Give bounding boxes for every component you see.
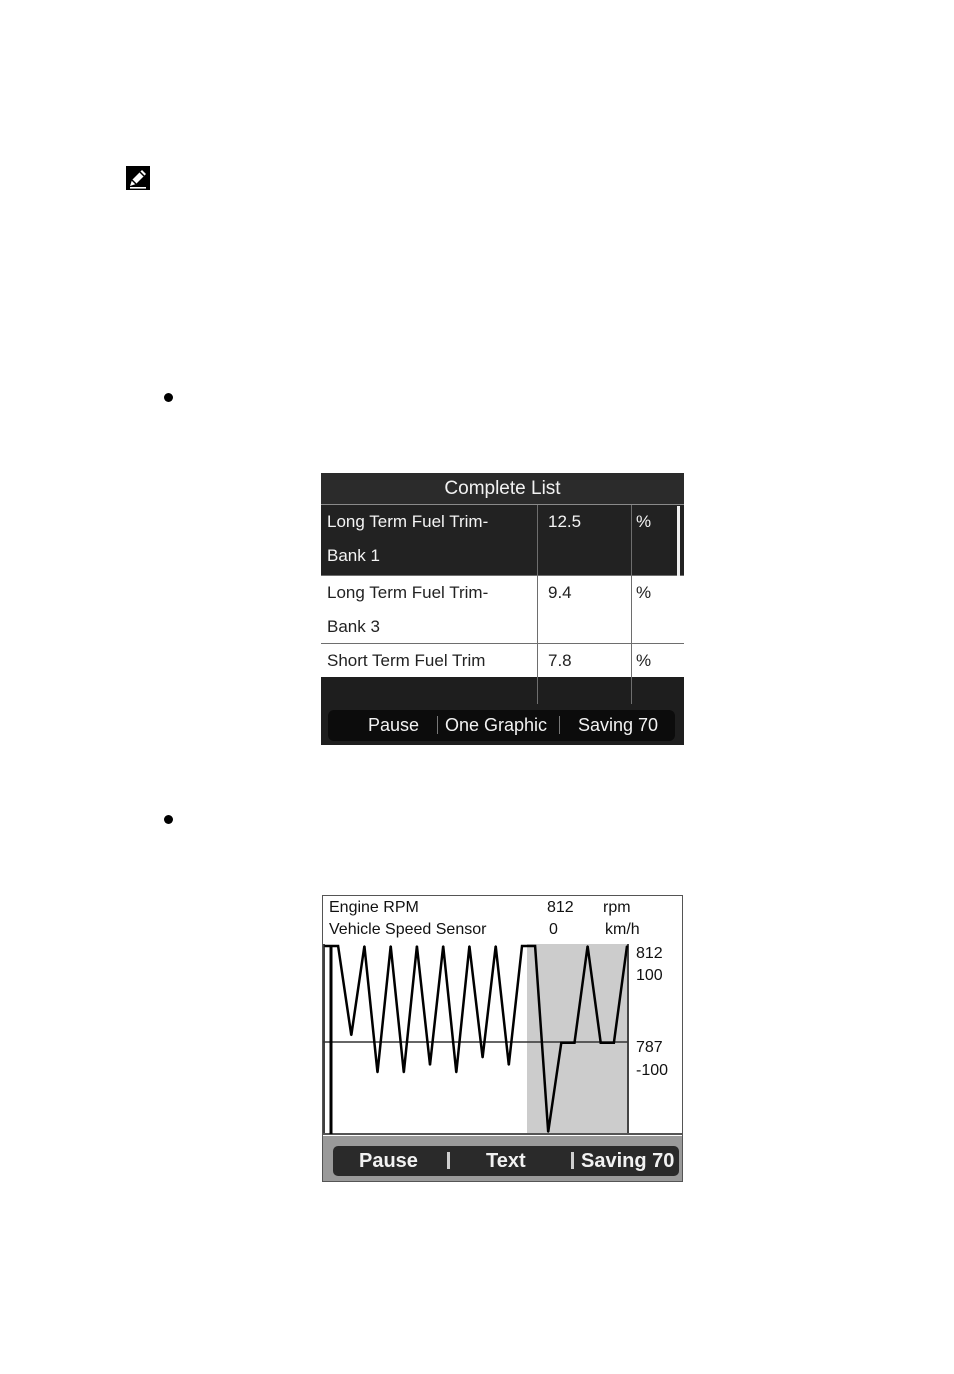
data-point <box>534 945 536 947</box>
divider <box>571 1152 574 1169</box>
pid1-unit: rpm <box>603 899 631 916</box>
pid-unit: % <box>636 583 652 602</box>
pid-name-cell <box>321 644 538 704</box>
data-point <box>561 1042 563 1044</box>
pid-name-line2: Bank 1 <box>327 546 380 565</box>
saving-button[interactable]: Saving 70 <box>578 715 659 735</box>
bullet-point <box>164 815 173 824</box>
divider <box>559 716 560 734</box>
data-point <box>377 1072 379 1074</box>
pid-value: 9.4 <box>538 576 632 643</box>
pid-name-cell <box>321 505 538 575</box>
data-point <box>456 1072 458 1074</box>
pid1-value: 812 <box>547 899 574 916</box>
pid2-name: Vehicle Speed Sensor <box>329 921 487 938</box>
data-point <box>403 1072 405 1074</box>
scale-speed-min: -100 <box>636 1062 669 1079</box>
function-key-bar <box>328 710 675 741</box>
bullet-point <box>164 393 173 402</box>
data-point <box>442 945 444 947</box>
data-point <box>574 1042 576 1044</box>
data-point <box>469 945 471 947</box>
pid-table <box>321 505 684 677</box>
pid-name-cell <box>321 576 538 643</box>
divider <box>437 716 438 734</box>
data-point <box>324 945 326 947</box>
saving-button[interactable]: Saving 70 <box>581 1150 675 1172</box>
pause-button[interactable]: Pause <box>359 1150 418 1172</box>
pid-name: Short Term Fuel Trim <box>327 651 486 670</box>
data-point <box>508 1064 510 1066</box>
data-point <box>429 1064 431 1066</box>
pid-value: 12.5 <box>538 505 632 575</box>
scrollbar[interactable] <box>677 506 680 576</box>
graph-screen <box>322 895 683 1182</box>
table-row[interactable] <box>321 644 684 704</box>
function-key-bar <box>323 1136 682 1181</box>
data-point <box>587 945 589 947</box>
data-point <box>626 945 628 947</box>
screen-title: Complete List <box>321 473 684 505</box>
data-point <box>547 1131 549 1133</box>
data-point <box>337 945 339 947</box>
data-point <box>390 945 392 947</box>
one-graphic-button[interactable]: One Graphic <box>445 715 548 735</box>
pid2-unit: km/h <box>605 921 640 938</box>
data-point <box>364 945 366 947</box>
pid-unit: % <box>636 651 652 670</box>
data-point <box>495 945 497 947</box>
data-point <box>416 945 418 947</box>
pid-name: Long Term Fuel Trim- <box>327 512 489 531</box>
data-point <box>613 1042 615 1044</box>
pid-value: 7.8 <box>538 644 632 704</box>
note-pencil-icon <box>126 166 150 190</box>
function-key-bar-inner <box>333 1146 679 1176</box>
text-button[interactable]: Text <box>486 1150 526 1172</box>
data-point <box>521 945 523 947</box>
scale-rpm-max: 812 <box>636 945 663 962</box>
rpm-line-graph <box>323 896 682 1136</box>
data-point <box>482 1057 484 1059</box>
pid-name: Long Term Fuel Trim- <box>327 583 489 602</box>
data-point <box>351 1035 353 1037</box>
complete-list-screen <box>321 473 684 745</box>
divider <box>447 1152 450 1169</box>
table-row[interactable] <box>321 576 684 644</box>
scale-rpm-min: 787 <box>636 1039 663 1056</box>
scale-speed-max: 100 <box>636 967 663 984</box>
table-row[interactable] <box>321 505 684 576</box>
data-point <box>600 1042 602 1044</box>
pause-button[interactable]: Pause <box>368 715 420 735</box>
pid2-value: 0 <box>549 921 558 938</box>
pid-name-line2: Bank 3 <box>327 617 380 636</box>
pid1-name: Engine RPM <box>329 899 419 916</box>
pid-unit: % <box>636 512 652 531</box>
